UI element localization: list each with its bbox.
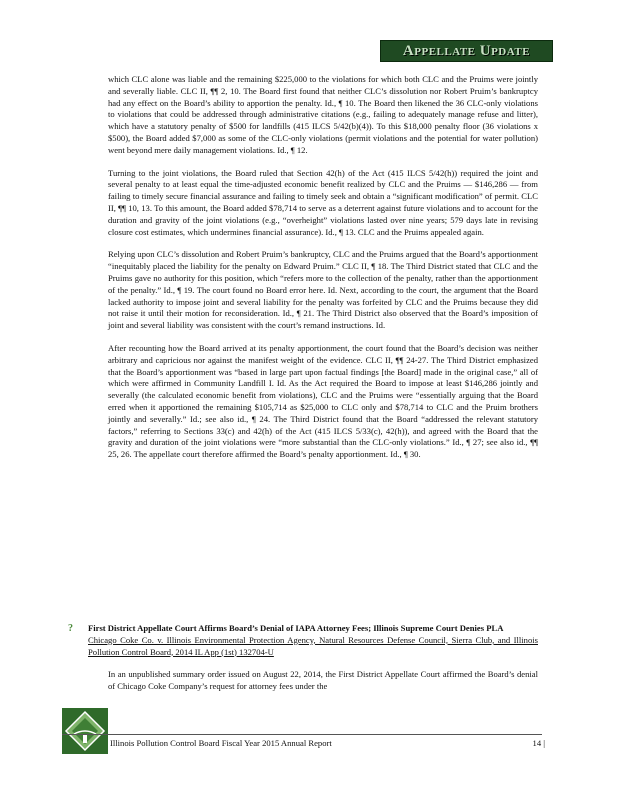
paragraph: Turning to the joint violations, the Board ruled that Section 42(h) of the Act (415 ILCS 5/42(h)) required the joint and several penalty to at least equal the time-adjusted economic benefit realized by CLC and the Pruims — $146,286 — from failing to timely secure financial assurance and failing to timely seek and obtain a “significant modification” of permit. CLC II, ¶¶ 10, 13. To this amount, the Board added $78,714 to serve as a deterrent against future violations and to account for the duration and gravity of the joint violations (e.g., “overheight” violations lasted over nine years; 579 days late in revising closure cost estimates, which undermines financial assurance). Id., ¶ 13. CLC and the Pruims appealed again. (108, 167, 538, 237)
case-section (68, 623, 538, 693)
page-number: 14 | (532, 738, 545, 748)
main-text (108, 74, 538, 472)
banner-title: Appellate Update (402, 42, 531, 59)
board-seal-logo-icon (62, 708, 108, 754)
bullet-marker: ? (68, 623, 73, 634)
paragraph: Relying upon CLC’s dissolution and Robert Pruim’s bankruptcy, CLC and the Pruims argued that the Board’s apportionment “inequitably placed the liability for the penalty on Edward Pruim.” CLC II, ¶ 18. The Third District stated that CLC and the Pruims gave no authority for this position, which “refers more to the collection of the penalty, rather than the apportionment of the penalty.” Id., ¶ 19. The court found no Board error here. Id. Next, according to the court, the argument that the Board lacked authority to impose joint and several liability for the penalty was forfeited by CLC and the Pruims because they did not raise it until their motion for reconsideration. Id., ¶ 21. The Third District also observed that the Board’s imposition of joint and several liability was consistent with the court’s remand instructions. Id. (108, 249, 538, 331)
footer-divider (62, 734, 542, 735)
appellate-update-banner (380, 40, 553, 62)
paragraph: which CLC alone was liable and the remaining $225,000 to the violations for which both CLC and the Pruims were jointly and severally liable. CLC II, ¶¶ 2, 10. The Board first found that neither CLC’s dissolution nor Robert Pruim’s bankruptcy had any effect on the Board’s ability to apportion the penalty. Id., ¶ 10. The Board then likened the 36 CLC-only violations to violations that could be addressed through administrative citations (e.g., failing to adequately manage refuse and litter), which have a statutory penalty of $500 for landfills (415 ILCS 5/42(b)(4)). To this $18,000 penalty floor (36 violations x $500), the Board added $7,000 as some of the CLC-only violations (permit violations and the potential for water pollution) went beyond mere daily management violations. Id., ¶ 12. (108, 74, 538, 155)
paragraph: In an unpublished summary order issued on August 22, 2014, the First District Appellate Court affirmed the Board’s denial of Chicago Coke Company’s request for attorney fees under the (108, 669, 538, 692)
paragraph: After recounting how the Board arrived at its penalty apportionment, the court found that the Board’s decision was neither arbitrary and capricious nor against the manifest weight of the evidence. CLC II, ¶¶ 24-27. The Third District emphasized that the Board’s apportionment was “based in large part upon factual findings [the Board] made in the original case,” all of which were affirmed in Community Landfill I. Id. As the Act required the Board to impose at least $146,286 jointly and severally (the calculated economic benefit from violations), CLC and the Pruims were “essentially arguing that the Board erred when it apportioned the remaining $105,714 as $25,000 to CLC only and $78,714 to CLC and the Pruim brothers jointly and severally.” Id.; see also id., ¶ 24. The Third District found that the Board “addressed the relevant statutory factors,” referring to Sections 33(c) and 42(h) of the Act (415 ILCS 5/33(c), 42(h)), and agreed with the Board that the gravity and duration of the joint violations were “more substantial than the CLC-only violations.” Id., ¶ 27; see also id., ¶¶ 25, 26. The appellate court therefore affirmed the Board’s penalty apportionment. Id., ¶ 30. (108, 342, 538, 460)
section-heading: First District Appellate Court Affirms Board’s Denial of IAPA Attorney Fees; Illinois Supreme Court Denies PLA (88, 623, 504, 633)
report-title: Illinois Pollution Control Board Fiscal Year 2015 Annual Report (110, 738, 332, 748)
case-citation[interactable]: Chicago Coke Co. v. Illinois Environmental Protection Agency, Natural Resources Defense Council, Sierra Club, and Illinois Pollution Control Board, 2014 IL App (1st) 132704-U (88, 634, 538, 657)
page-footer (110, 738, 545, 748)
